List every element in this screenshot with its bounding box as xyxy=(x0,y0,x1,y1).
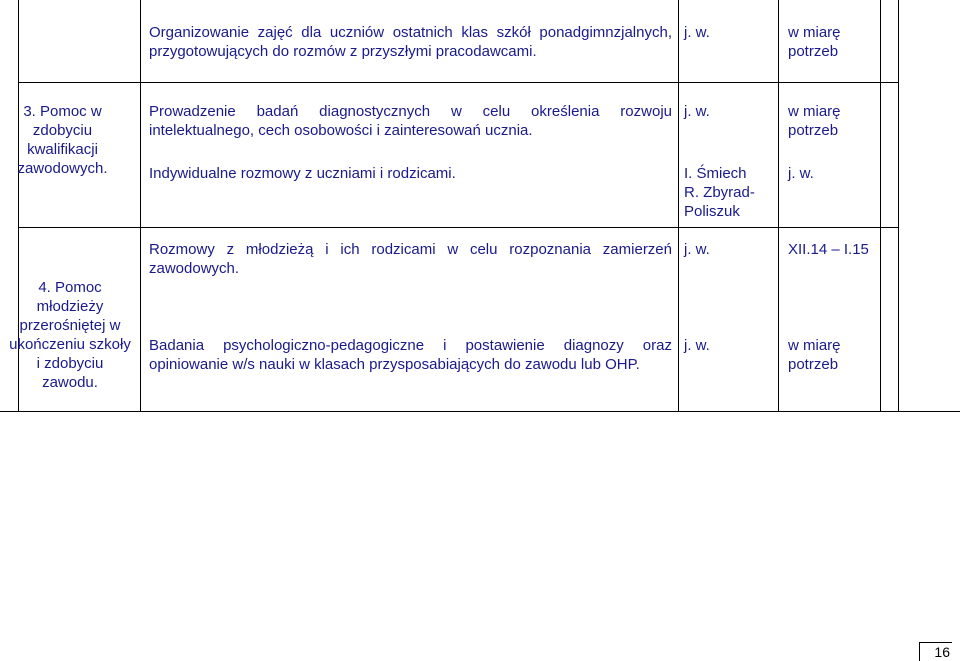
activity-cell xyxy=(149,336,672,374)
row-divider xyxy=(18,82,899,83)
column-divider xyxy=(880,0,881,412)
deadline-line: potrzeb xyxy=(788,122,839,139)
responsible-cell xyxy=(684,164,774,221)
deadline-line: w miarę xyxy=(788,24,841,41)
task-line: 4. Pomoc xyxy=(38,279,102,296)
activity-text: Organizowanie zajęć dla uczniów ostatnich klas szkół ponadgimnzjalnych, przygotowujących do rozmów z przyszłymi pracodawcami. xyxy=(149,24,672,60)
responsible-text: j. w. xyxy=(684,241,710,258)
task-line: przerośniętej w xyxy=(19,317,121,334)
activity-cell xyxy=(149,164,672,183)
activity-text: Indywidualne rozmowy z uczniami i rodzicami. xyxy=(149,165,456,182)
responsible-cell xyxy=(684,23,774,42)
deadline-cell xyxy=(788,336,876,374)
task-line: młodzieży xyxy=(36,298,104,315)
deadline-cell xyxy=(788,240,876,259)
task-line: i zdobyciu xyxy=(36,355,104,372)
deadline-line: potrzeb xyxy=(788,356,839,373)
responsible-text: j. w. xyxy=(684,24,710,41)
responsible-cell xyxy=(684,102,774,121)
task-cell xyxy=(0,278,140,392)
task-line: zawodowych. xyxy=(17,160,108,177)
task-line: 3. Pomoc w xyxy=(23,103,102,120)
task-cell xyxy=(0,102,125,178)
deadline-cell xyxy=(788,102,876,140)
table-border-right xyxy=(898,0,899,412)
task-line: zawodu. xyxy=(42,374,98,391)
activity-text: Rozmowy z młodzieżą i ich rodzicami w celu rozpoznania zamierzeń zawodowych. xyxy=(149,241,672,277)
responsible-line: I. Śmiech xyxy=(684,165,747,182)
deadline-cell xyxy=(788,23,876,61)
activity-cell xyxy=(149,102,672,140)
activity-cell xyxy=(149,240,672,278)
responsible-text: j. w. xyxy=(684,337,710,354)
responsible-cell xyxy=(684,240,774,259)
responsible-line: R. Zbyrad- xyxy=(684,184,755,201)
page-number: 16 xyxy=(919,642,952,661)
responsible-text: j. w. xyxy=(684,103,710,120)
task-line: zdobyciu xyxy=(32,122,93,139)
column-divider xyxy=(678,0,679,412)
deadline-text: j. w. xyxy=(788,165,814,182)
responsible-line: Poliszuk xyxy=(684,203,740,220)
responsible-cell xyxy=(684,336,774,355)
activity-text: Prowadzenie badań diagnostycznych w celu określenia rozwoju intelektualnego, cech osobowości i zainteresowań ucznia. xyxy=(149,103,672,139)
column-divider xyxy=(140,0,141,412)
deadline-line: potrzeb xyxy=(788,43,839,60)
deadline-line: w miarę xyxy=(788,337,841,354)
deadline-cell xyxy=(788,164,876,183)
table-border-bottom xyxy=(0,411,960,412)
deadline-line: w miarę xyxy=(788,103,841,120)
deadline-text: XII.14 – I.15 xyxy=(788,241,869,258)
column-divider xyxy=(778,0,779,412)
task-line: kwalifikacji xyxy=(27,141,98,158)
row-divider xyxy=(18,227,899,228)
activity-text: Badania psychologiczno-pedagogiczne i postawienie diagnozy oraz opiniowanie w/s nauki w klasach przysposabiających do zawodu lub OHP. xyxy=(149,337,672,373)
activity-cell xyxy=(149,23,672,61)
task-line: ukończeniu szkoły xyxy=(9,336,131,353)
